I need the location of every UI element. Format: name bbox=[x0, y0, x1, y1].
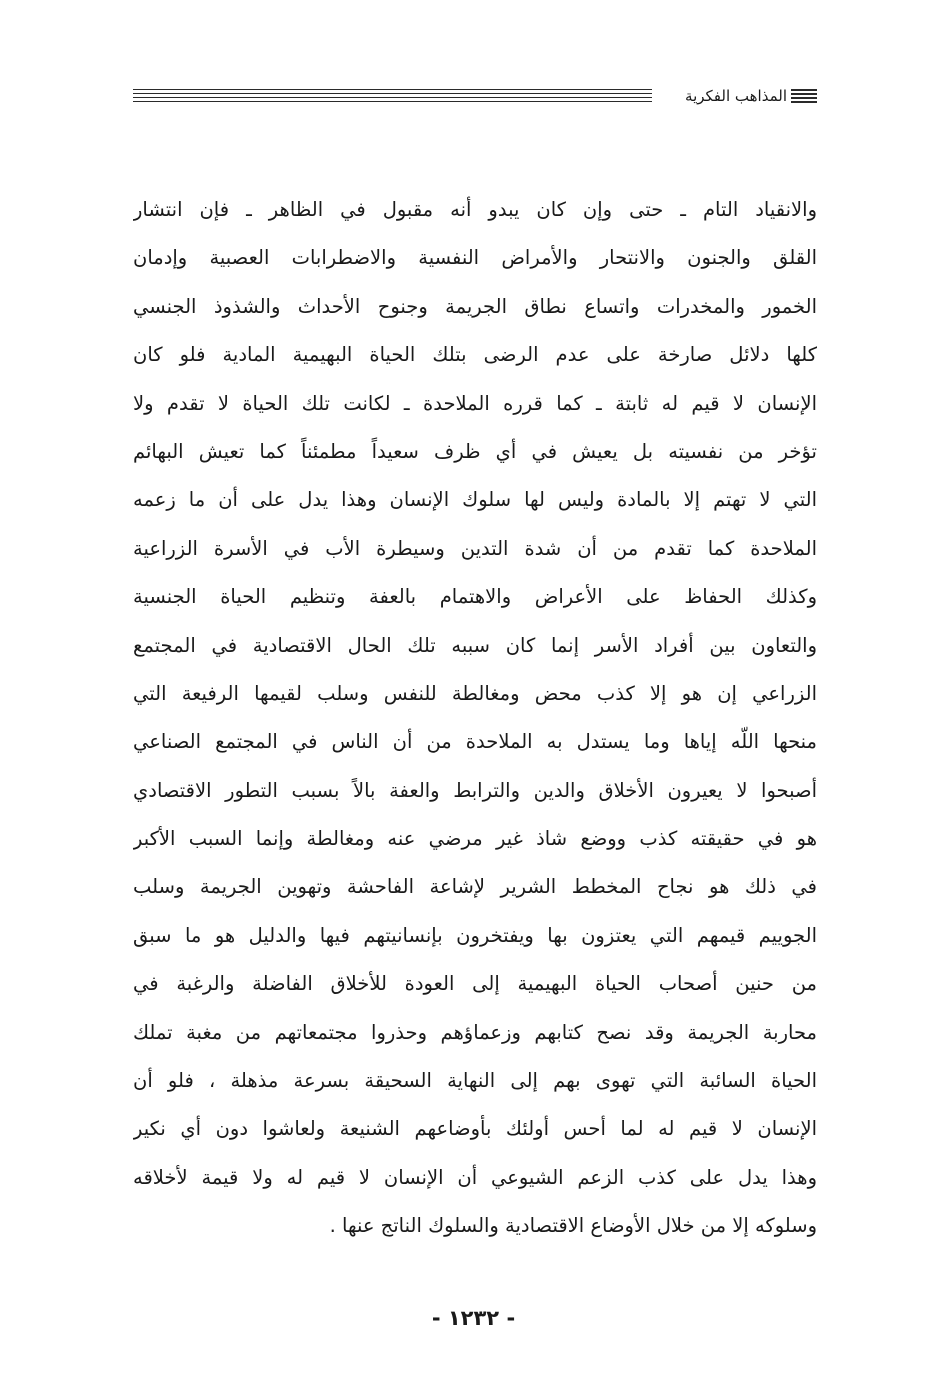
text-line: الإنسان لا قيم له ثابتة ـ كما قرره الملاحدة ـ لكانت تلك الحياة لا تقدم ولا bbox=[133, 391, 817, 415]
text-line: تؤخر من نفسيته بل يعيش في أي ظرف سعيداً مطمئناً كما تعيش البهائم bbox=[133, 439, 817, 463]
header-rule bbox=[133, 89, 652, 103]
text-line: منحها اللّه إياها وما يستدل به الملاحدة من أن الناس في المجتمع الصناعي bbox=[133, 730, 817, 754]
text-line: الملاحدة كما تقدم من أن شدة التدين وسيطرة الأب في الأسرة الزراعية bbox=[133, 536, 817, 560]
text-line: الحياة السائبة التي تهوى بهم إلى النهاية السحيقة بسرعة مذهلة ، فلو أن bbox=[133, 1069, 817, 1093]
text-line: أصبحوا لا يعيرون الأخلاق والدين والترابط والعفة بالاً بسبب التطور الاقتصادي bbox=[133, 778, 817, 802]
text-line: محاربة الجريمة وقد نصح كتابهم وزعماؤهم وحذروا مجتمعاتهم من مغبة تملك bbox=[133, 1020, 817, 1044]
text-line: وكذلك الحفاظ على الأعراض والاهتمام بالعفة وتنظيم الحياة الجنسية bbox=[133, 585, 817, 609]
header-title: المذاهب الفكرية bbox=[679, 86, 787, 106]
text-line: الزراعي إن هو إلا كذب محض ومغالطة للنفس وسلب لقيمها الرفيعة التي bbox=[133, 681, 817, 705]
text-line: الإنسان لا قيم له لما أحس أولئك بأوضاعهم الشنيعة ولعاشوا دون أي نكير bbox=[133, 1117, 817, 1141]
running-header bbox=[133, 84, 817, 112]
text-line: كلها دلائل صارخة على عدم الرضى بتلك الحياة البهيمية المادية فلو كان bbox=[133, 343, 817, 367]
text-line: الخمور والمخدرات واتساع نطاق الجريمة وجنوح الأحداث والشذوذ الجنسي bbox=[133, 294, 817, 318]
text-line: القلق والجنون والانتحار والأمراض النفسية والاضطرابات العصبية وإدمان bbox=[133, 246, 817, 270]
text-line: وسلوكه إلا من خلال الأوضاع الاقتصادية والسلوك الناتج عنها . bbox=[329, 1214, 817, 1238]
text-line: وهذا يدل على كذب الزعم الشيوعي أن الإنسان لا قيم له ولا قيمة لأخلاقه bbox=[133, 1165, 817, 1189]
text-line: في ذلك هو نجاح المخطط الشرير لإشاعة الفاحشة وتهوين الجريمة وسلب bbox=[133, 875, 817, 899]
text-line: من حنين أصحاب الحياة البهيمية إلى العودة للأخلاق الفاضلة والرغبة في bbox=[133, 972, 817, 996]
text-line: هو في حقيقته كذب ووضع شاذ غير مرضي عنه ومغالطة وإنما السبب الأكبر bbox=[133, 827, 817, 851]
header-ornament-icon bbox=[791, 89, 817, 103]
text-line: والتعاون بين أفراد الأسر إنما كان سببه تلك الحال الاقتصادية في المجتمع bbox=[133, 633, 817, 657]
page-number: - ١٢٣٢ - bbox=[431, 1306, 516, 1330]
text-line: التي لا تهتم إلا بالمادة وليس لها سلوك الإنسان وهذا يدل على أن ما زعمه bbox=[133, 488, 817, 512]
body-text bbox=[133, 186, 817, 1251]
text-line: والانقياد التام ـ حتى وإن كان يبدو أنه مقبول في الظاهر ـ فإن انتشار bbox=[133, 198, 817, 221]
text-line: الجوييم قيمهم التي يعتزون بها ويفتخرون بإنسانيتهم فيها والدليل هو ما سبق bbox=[133, 923, 817, 947]
